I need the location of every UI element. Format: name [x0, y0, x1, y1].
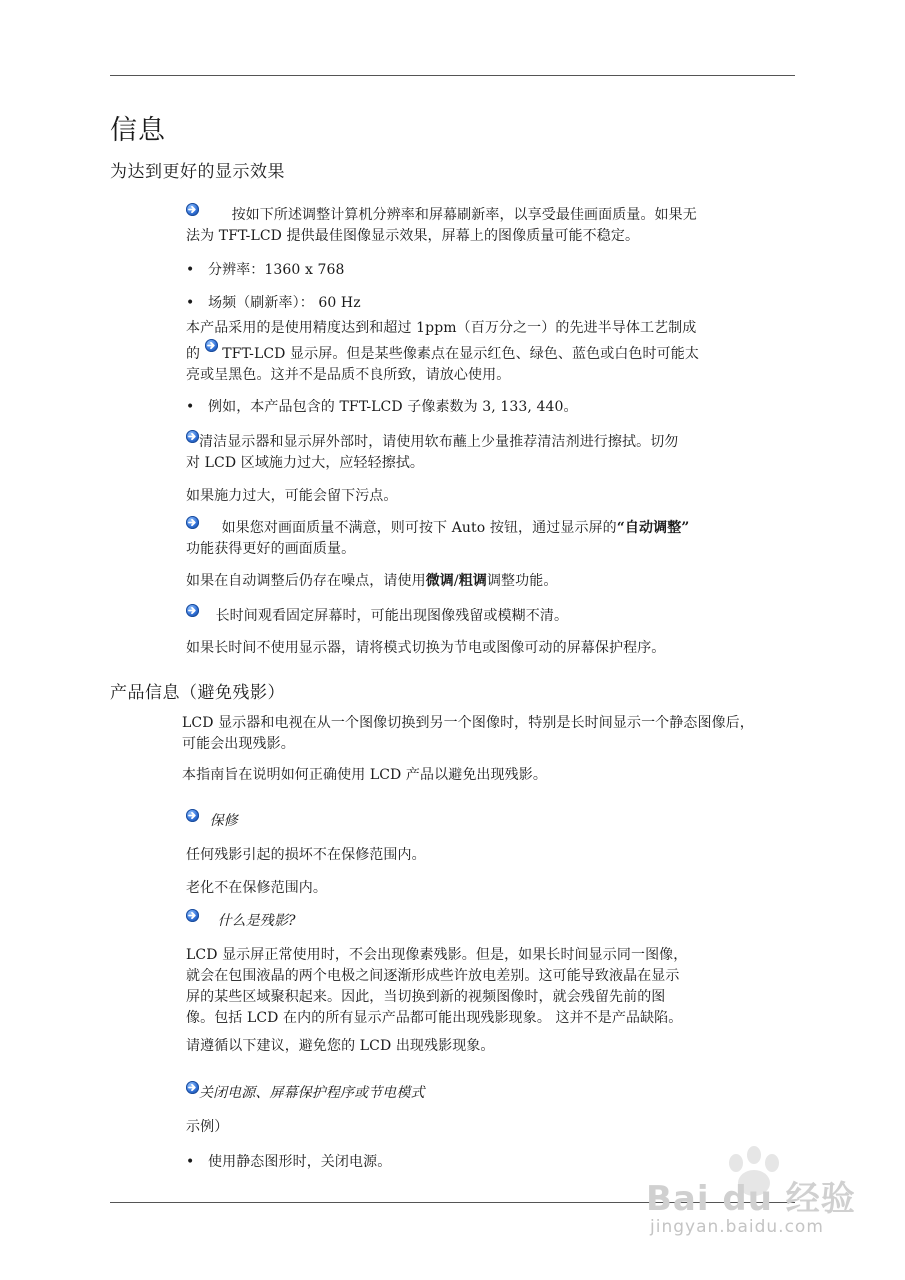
noise-text: [186, 571, 557, 592]
lcd-line-1: LCD 显示器和电视在从一个图像切换到另一个图像时，特别是长时间显示一个静态图像后，: [182, 715, 754, 731]
watermark-brand: Bai du 经验: [646, 1179, 856, 1219]
stain-text: 如果施力过大，可能会留下污点。: [186, 488, 398, 504]
bullet-resolution-text: 分辨率：1360 x 768: [208, 262, 345, 278]
auto-line-1a: 如果您对画面质量不满意，则可按下 Auto 按钮，通过显示屏的: [221, 520, 617, 536]
what-line-4: 像。包括 LCD 在内的所有显示产品都可能出现残影现象。 这并不是产品缺陷。: [186, 1010, 683, 1026]
coarse-term: 粗调: [458, 573, 487, 589]
warranty-line-1: 任何残影引起的损坏不在保修范围内。: [186, 847, 426, 863]
follow-text: 请遵循以下建议，避免您的 LCD 出现残影现象。: [186, 1038, 495, 1054]
bullet-power: • 使用静态图形时，关闭电源。: [186, 1154, 392, 1170]
noise-text-c: 调整功能。: [486, 573, 558, 589]
bullet-refresh-text: 场频（刷新率）： 60 Hz: [208, 295, 361, 311]
warranty-heading-text: 保修: [209, 813, 238, 829]
pixel-line-1: 本产品采用的是使用精度达到和超过 1ppm（百万分之一）的先进半导体工艺制成: [186, 320, 697, 336]
what-line-3: 屏的某些区域聚积起来。因此，当切换到新的视频图像时，就会残留先前的图: [186, 989, 666, 1005]
top-rule: [110, 75, 795, 76]
arrow-right-icon: [186, 203, 199, 216]
what-heading-text: 什么是残影?: [217, 913, 296, 929]
page-title: 信息: [110, 115, 166, 146]
clean-line-2: 对 LCD 区域施力过大，应轻轻擦拭。: [186, 455, 425, 471]
warranty-heading: [186, 809, 238, 832]
noise-text-a: 如果在自动调整后仍存在噪点，请使用: [186, 573, 426, 589]
intro-line-2: 法为 TFT-LCD 提供最佳图像显示效果，屏幕上的图像质量可能不稳定。: [186, 228, 640, 244]
bullet-pixels: • 例如，本产品包含的 TFT-LCD 子像素数为 3, 133, 440。: [186, 399, 578, 415]
bullet-pixels-text: 例如，本产品包含的 TFT-LCD 子像素数为 3, 133, 440。: [208, 399, 578, 415]
intro-line-1: 按如下所述调整计算机分辨率和屏幕刷新率，以享受最佳画面质量。如果无: [231, 207, 697, 223]
clean-paragraph: [186, 430, 678, 474]
bullet-refresh: • 场频（刷新率）： 60 Hz: [186, 295, 361, 311]
saver-text: 如果长时间不使用显示器，请将模式切换为节电或图像可动的屏幕保护程序。: [186, 640, 666, 656]
what-line-1: LCD 显示屏正常使用时，不会出现像素残影。但是，如果长时间显示同一图像，: [186, 947, 688, 963]
noise-separator: /: [453, 573, 459, 589]
watermark-url: jingyan.baidu.com: [650, 1217, 824, 1237]
power-heading: [186, 1081, 425, 1104]
auto-adjust-term: “自动调整”: [616, 520, 690, 536]
fine-term: 微调: [425, 573, 454, 589]
arrow-right-icon: [186, 604, 199, 617]
power-heading-text: 关闭电源、屏幕保护程序或节电模式: [199, 1085, 425, 1101]
what-heading: [186, 909, 296, 932]
section-heading-afterimage: 产品信息（避免残影）: [110, 683, 285, 703]
bullet-resolution: • 分辨率：1360 x 768: [186, 262, 345, 278]
arrow-right-icon: [205, 339, 218, 352]
arrow-right-icon: [186, 909, 199, 922]
lcd-line-2: 可能会出现残影。: [182, 736, 295, 752]
section-heading-display: 为达到更好的显示效果: [110, 162, 285, 182]
guide-text: 本指南旨在说明如何正确使用 LCD 产品以避免出现残影。: [182, 767, 547, 783]
lcd-paragraph: [182, 713, 754, 755]
arrow-right-icon: [186, 516, 199, 529]
auto-line-2: 功能获得更好的画面质量。: [186, 541, 356, 557]
arrow-right-icon: [186, 1081, 199, 1094]
warranty-line-2: 老化不在保修范围内。: [186, 880, 327, 896]
clean-line-1: 清洁显示器和显示屏外部时，请使用软布蘸上少量推荐清洁剂进行擦拭。切勿: [199, 434, 679, 450]
what-line-2: 就会在包围液晶的两个电极之间逐渐形成些许放电差别。这可能导致液晶在显示: [186, 968, 680, 984]
pixel-line-2a: 的: [186, 346, 201, 362]
auto-paragraph: [186, 516, 689, 560]
pixel-line-2b: TFT-LCD 显示屏。但是某些像素点在显示红色、绿色、蓝色或白色时可能太: [222, 346, 699, 362]
longtime-text: [186, 604, 568, 627]
longtime-body: 长时间观看固定屏幕时，可能出现图像残留或模糊不清。: [215, 608, 569, 624]
pixel-line-3: 亮或呈黑色。这并不是品质不良所致，请放心使用。: [186, 367, 511, 383]
pixel-paragraph: [186, 318, 699, 386]
intro-paragraph: [186, 203, 697, 247]
baidu-watermark: [646, 1165, 856, 1265]
arrow-right-icon: [186, 430, 199, 443]
arrow-right-icon: [186, 809, 199, 822]
what-paragraph: [186, 945, 687, 1029]
bullet-power-text: 使用静态图形时，关闭电源。: [208, 1154, 392, 1170]
example-text: 示例）: [186, 1119, 229, 1135]
